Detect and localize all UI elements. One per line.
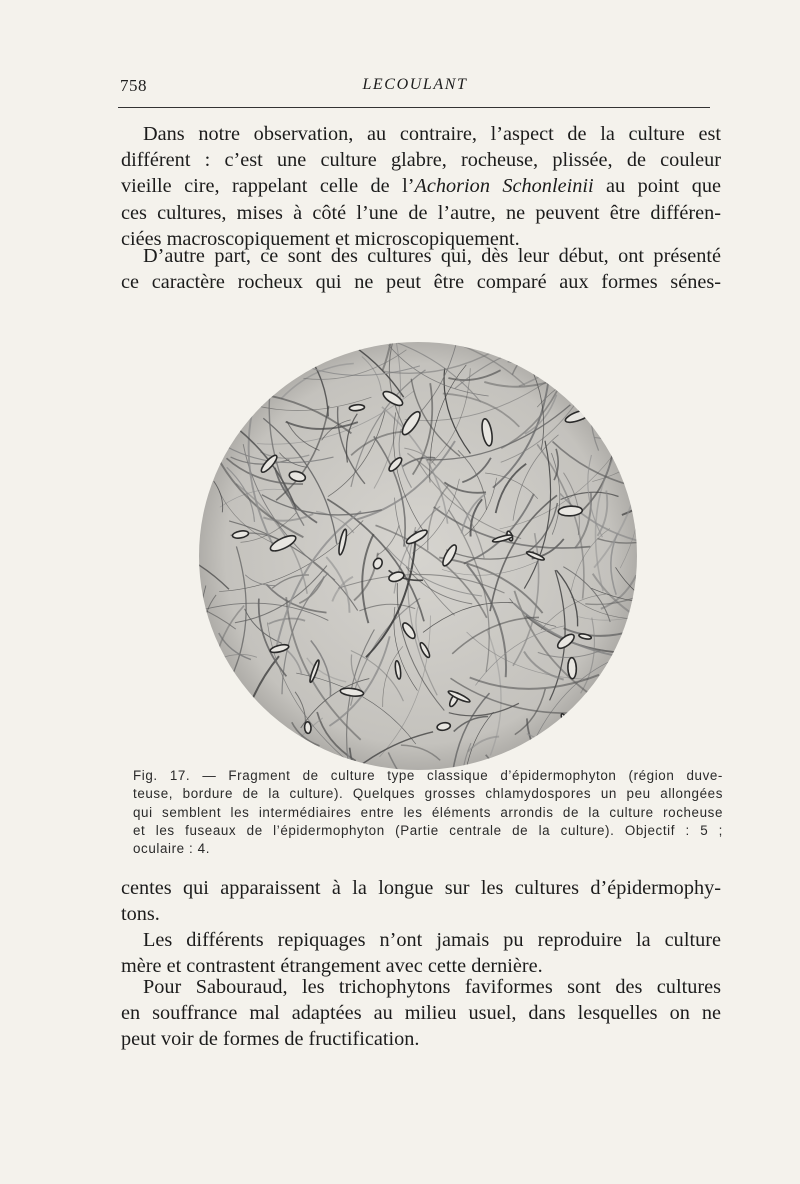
- text-line: D’autre part, ce sont des cultures qui, dès leur début, ont présenté: [143, 245, 721, 267]
- caption-line: qui semblent les intermédiaires entre les éléments arrondis de la culture rocheuse: [133, 804, 723, 820]
- caption-line: et les fuseaux de l’épidermophyton (Partie centrale de la culture). Objectif : 5 ;: [133, 822, 723, 838]
- running-title: LECOULANT: [362, 76, 468, 93]
- hypha-strand: [552, 338, 597, 356]
- caption-line: oculaire : 4.: [133, 841, 211, 857]
- figure-caption: [133, 767, 723, 858]
- paragraph-3: [121, 875, 721, 927]
- hypha-strand: [519, 338, 629, 386]
- caption-line: Fig. 17. — Fragment de culture type classique d’épidermophyton (région duve-: [133, 768, 723, 783]
- chlamydospore: [568, 658, 577, 679]
- chlamydospore: [559, 713, 576, 738]
- text-line: mère et contrastent étrangement avec cette dernière.: [121, 955, 543, 978]
- text-line: Dans notre observation, au contraire, l’aspect de la culture est: [143, 123, 721, 145]
- micrograph-figure: [199, 338, 637, 770]
- text-line: ces cultures, mises à côté l’une de l’autre, ne peuvent être différen-: [121, 201, 721, 224]
- text-line: tons.: [121, 903, 160, 926]
- chlamydospore: [558, 506, 582, 517]
- chlamydospore: [254, 708, 266, 734]
- hypha-strand: [580, 338, 588, 353]
- page-header: [120, 76, 710, 106]
- text-line: vieille cire, rappelant celle de l’Achorion Schonleinii au point que: [121, 175, 722, 198]
- hypha-strand: [632, 338, 638, 355]
- micrograph-image: [199, 338, 637, 770]
- paragraph-2: [121, 243, 721, 295]
- text-line: en souffrance mal adaptées au milieu usuel, dans lesquelles on ne: [121, 1002, 721, 1025]
- hypha-strand: [199, 338, 224, 373]
- hypha-strand: [199, 730, 206, 770]
- hypha-strand: [215, 338, 306, 344]
- hypha-strand: [557, 364, 605, 399]
- chlamydospore: [304, 722, 311, 734]
- text-line: peut voir de formes de fructification.: [121, 1028, 420, 1051]
- hypha-strand: [527, 734, 566, 769]
- hypha-strand: [623, 346, 637, 429]
- caption-line: teuse, bordure de la culture). Quelques grosses chlamydospores un peu allongées: [133, 786, 723, 802]
- chlamydospore: [349, 404, 365, 411]
- hypha-strand: [583, 343, 628, 420]
- text-line: Les différents repiquages n’ont jamais pu reproduire la culture: [143, 929, 721, 951]
- text-line: centes qui apparaissent à la longue sur les cultures d’épidermophy-: [121, 877, 721, 899]
- text-line: ce caractère rocheux qui ne peut être comparé aux formes sénes-: [121, 271, 721, 294]
- paragraph-1: [121, 121, 721, 252]
- hypha-strand: [199, 588, 202, 701]
- hypha-strand: [588, 735, 637, 770]
- hypha-strand: [211, 697, 243, 704]
- hypha-strand: [295, 338, 326, 362]
- text-line: différent : c’est une culture glabre, rocheuse, plissée, de couleur: [121, 149, 721, 172]
- text-line: ciées macroscopiquement et microscopiquement.: [121, 227, 520, 250]
- text-line: Pour Sabouraud, les trichophytons faviformes sont des cultures: [143, 976, 721, 998]
- hypha-strand: [567, 338, 629, 371]
- paragraph-5: [121, 974, 721, 1053]
- paragraph-4: [121, 927, 721, 979]
- hypha-strand: [199, 351, 234, 414]
- hypha-strand: [253, 359, 258, 390]
- header-rule: [118, 107, 710, 108]
- hypha-strand: [579, 355, 590, 388]
- hypha-strand: [553, 376, 602, 384]
- hypha-strand: [205, 338, 238, 433]
- hypha-strand: [508, 352, 554, 363]
- hypha-strand: [516, 338, 579, 367]
- page-number: 758: [120, 76, 147, 95]
- species-name: Achorion Schonleinii: [414, 175, 594, 198]
